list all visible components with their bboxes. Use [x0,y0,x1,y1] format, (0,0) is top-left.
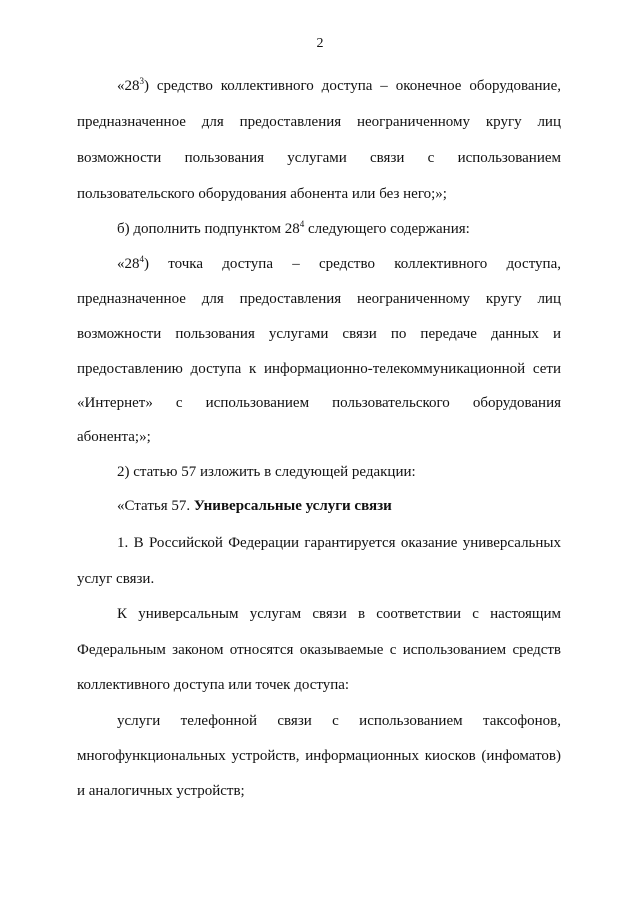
superscript: 4 [299,219,305,229]
text-fragment: «28 [117,256,140,272]
universal-services-line-2: Федеральным законом относятся оказываемые с использованием средств [77,642,561,658]
article-point-1-line-1: 1. В Российской Федерации гарантируется оказание универсальных [117,535,561,551]
article-heading [117,496,561,516]
paragraph-28-3-line-2: предназначенное для предоставления неограниченному кругу лиц [77,114,561,130]
text-fragment: б) дополнить подпунктом 28 [117,221,300,237]
text-fragment: ) средство коллективного доступа – оконечное оборудование, [144,78,561,94]
telephone-services-line-1: услуги телефонной связи с использованием таксофонов, [117,713,561,729]
superscript: 4 [139,254,144,264]
paragraph-28-4-line-5: «Интернет» с использованием пользовательского оборудования [77,395,561,411]
paragraph-28-4-line-1 [117,254,561,274]
paragraph-28-4-line-2: предназначенное для предоставления неограниченному кругу лиц [77,291,561,307]
text-fragment: ) точка доступа – средство коллективного доступа, [144,256,561,272]
telephone-services-line-3: и аналогичных устройств; [77,783,245,799]
paragraph-28-3-line-1 [117,76,561,96]
text-fragment: «28 [117,78,140,94]
text-fragment: следующего содержания: [304,221,470,237]
paragraph-28-3-line-3: возможности пользования услугами связи с использованием [77,150,561,166]
article-title: Универсальные услуги связи [193,498,392,514]
universal-services-line-3: коллективного доступа или точек доступа: [77,677,350,693]
paragraph-28-4-line-6: абонента;»; [77,429,151,445]
universal-services-line-1: К универсальным услугам связи в соответствии с настоящим [117,606,561,622]
paragraph-b [117,219,561,239]
paragraph-2: 2) статью 57 изложить в следующей редакции: [117,464,416,480]
paragraph-28-3-line-4: пользовательского оборудования абонента или без него;»; [77,186,447,202]
page-number: 2 [316,36,324,51]
article-prefix: «Статья 57. [117,498,191,514]
paragraph-28-4-line-4: предоставлению доступа к информационно-телекоммуникационной сети [77,361,561,377]
superscript: 3 [139,76,144,86]
paragraph-28-4-line-3: возможности пользования услугами связи по передаче данных и [77,326,561,342]
article-point-1-line-2: услуг связи. [77,571,155,587]
telephone-services-line-2: многофункциональных устройств, информационных киосков (инфоматов) [77,748,561,764]
